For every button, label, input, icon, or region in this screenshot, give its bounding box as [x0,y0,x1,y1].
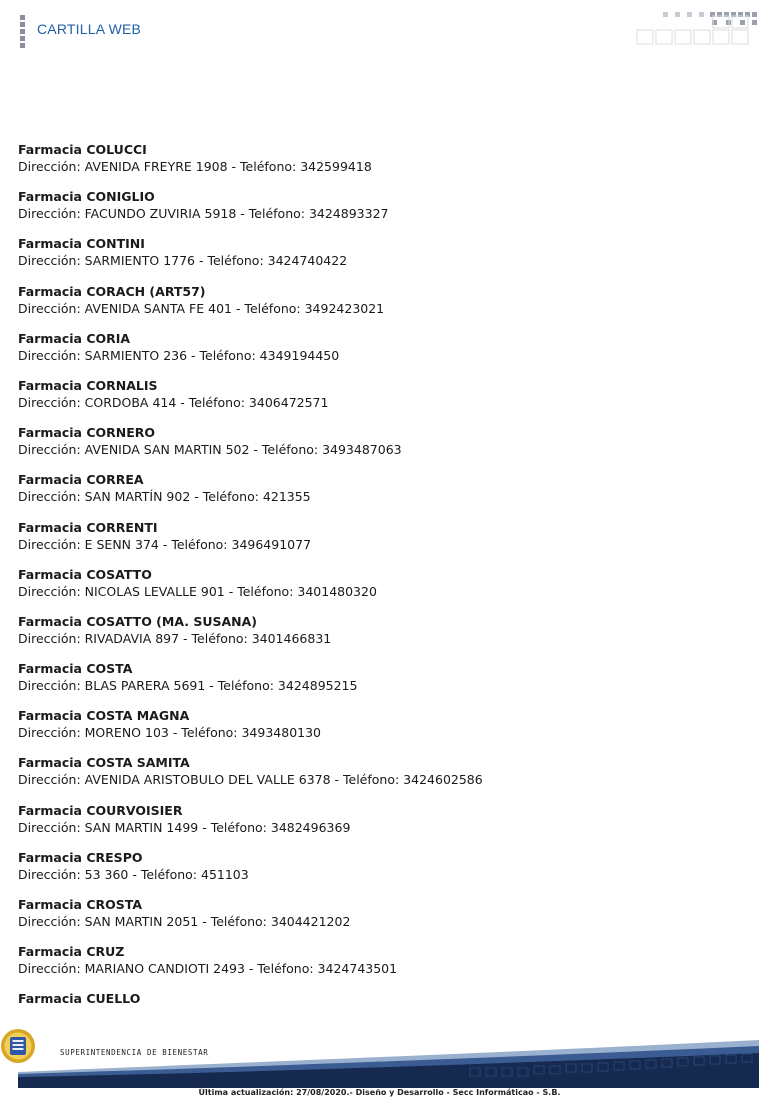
pharmacy-name: Farmacia COSATTO [18,566,152,582]
pharmacy-address: Dirección: 53 360 - Teléfono: 451103 [18,866,249,882]
pharmacy-name: Farmacia CRESPO [18,849,143,865]
pharmacy-entry [18,850,738,897]
pharmacy-name: Farmacia CORRENTI [18,519,158,535]
pharmacy-entry [18,614,738,661]
pharmacy-address: Dirección: AVENIDA ARISTOBULO DEL VALLE 6378 - Teléfono: 3424602586 [18,772,483,788]
pharmacy-address: Dirección: MARIANO CANDIOTI 2493 - Teléfono: 3424743501 [18,961,398,977]
last-update-note: Última actualización: 27/08/2020.- Diseño y Desarrollo - Secc Informáticao - S.B. [198,1088,561,1097]
pharmacy-name: Farmacia CORACH (ART57) [18,283,206,299]
pharmacy-address: Dirección: AVENIDA SANTA FE 401 - Teléfono: 3492423021 [18,300,385,316]
footer-banner-icon [0,1028,759,1088]
pharmacy-name: Farmacia CORNALIS [18,377,158,393]
pharmacy-name: Farmacia CONIGLIO [18,189,155,205]
pharmacy-address: Dirección: CORDOBA 414 - Teléfono: 3406472571 [18,394,329,410]
pharmacy-name: Farmacia COLUCCI [18,142,147,157]
pharmacy-entry [18,189,738,236]
pharmacy-name: Farmacia CORNERO [18,425,156,441]
pharmacy-name: Farmacia COSTA SAMITA [18,755,190,771]
pharmacy-name: Farmacia CORREA [18,472,144,488]
pharmacy-entry [18,331,738,378]
pharmacy-address: Dirección: SAN MARTÍN 902 - Teléfono: 421355 [18,489,311,505]
pharmacy-address: Dirección: SAN MARTIN 2051 - Teléfono: 3404421202 [18,914,351,929]
organization-name: SUPERINTENDENCIA DE BIENESTAR [60,1048,209,1057]
pharmacy-address: Dirección: E SENN 374 - Teléfono: 3496491077 [18,536,312,552]
decorative-squares-icon [634,10,759,48]
pharmacy-name: Farmacia COSTA MAGNA [18,708,190,724]
pharmacy-entry [18,708,738,755]
pharmacy-address: Dirección: AVENIDA FREYRE 1908 - Teléfono: 342599418 [18,159,372,174]
pharmacy-name: Farmacia CORIA [18,330,131,346]
pharmacy-entry [18,472,738,519]
pharmacy-entry [18,378,738,425]
institution-seal-icon [0,1028,36,1064]
pharmacy-entry [18,142,738,189]
pharmacy-entry [18,755,738,802]
pharmacy-address: Dirección: MORENO 103 - Teléfono: 3493480130 [18,725,322,741]
pharmacy-list [18,142,738,1039]
pharmacy-name: Farmacia COURVOISIER [18,802,183,818]
pharmacy-name: Farmacia CROSTA [18,897,143,912]
pharmacy-address: Dirección: FACUNDO ZUVIRIA 5918 - Teléfono: 3424893327 [18,206,389,222]
pharmacy-entry [18,897,738,944]
pharmacy-address: Dirección: SARMIENTO 236 - Teléfono: 4349194450 [18,347,340,363]
pharmacy-entry [18,284,738,331]
page-footer [0,1028,759,1101]
pharmacy-entry [18,520,738,567]
pharmacy-name: Farmacia CUELLO [18,991,141,1007]
pharmacy-name: Farmacia CRUZ [18,944,125,960]
pharmacy-name: Farmacia COSTA [18,661,133,677]
pharmacy-address: Dirección: SAN MARTIN 1499 - Teléfono: 3482496369 [18,819,351,835]
pharmacy-address: Dirección: NICOLAS LEVALLE 901 - Teléfono: 3401480320 [18,583,377,599]
pharmacy-entry [18,425,738,472]
pharmacy-name: Farmacia CONTINI [18,236,145,252]
pharmacy-entry [18,803,738,850]
pharmacy-entry [18,236,738,283]
page-title: CARTILLA WEB [37,21,142,37]
pharmacy-entry [18,661,738,708]
pharmacy-address: Dirección: SARMIENTO 1776 - Teléfono: 3424740422 [18,253,348,269]
pharmacy-entry [18,567,738,614]
brand-bar-icon [20,15,25,47]
pharmacy-entry [18,944,738,991]
pharmacy-address: Dirección: RIVADAVIA 897 - Teléfono: 3401466831 [18,630,332,646]
pharmacy-address: Dirección: BLAS PARERA 5691 - Teléfono: 3424895215 [18,678,358,694]
pharmacy-name: Farmacia COSATTO (MA. SUSANA) [18,613,258,629]
page-header [0,0,759,60]
pharmacy-address: Dirección: AVENIDA SAN MARTIN 502 - Teléfono: 3493487063 [18,442,402,458]
